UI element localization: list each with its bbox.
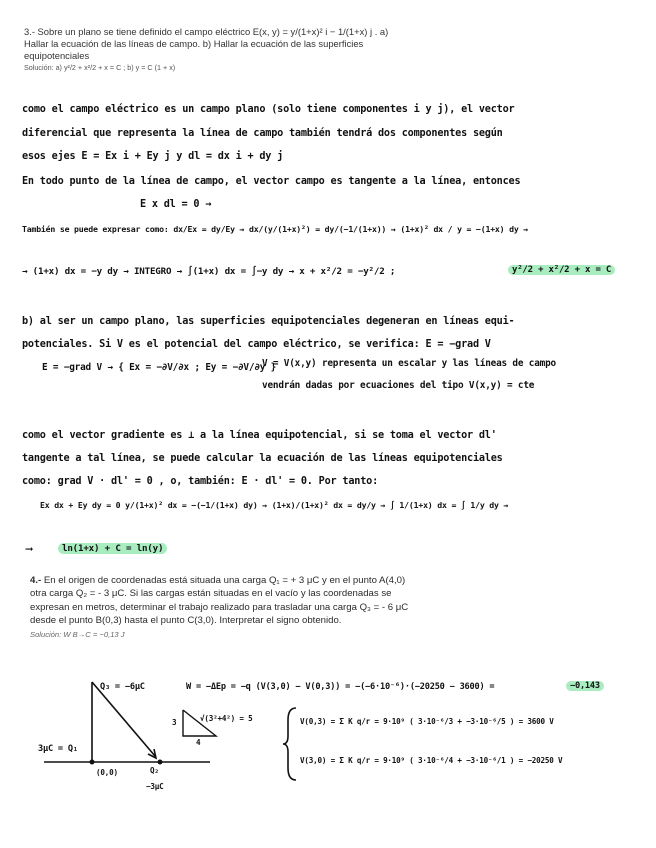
problem-3-line-3: equipotenciales: [24, 50, 90, 61]
hw-a-line-7: → (1+x) dx = −y dy → INTEGRO → ∫(1+x) dx = ∫−y dy → x + x²/2 = −y²/2 ;: [22, 266, 396, 277]
triangle-side-label: 3: [172, 718, 177, 727]
triangle-base-label: 4: [196, 738, 201, 747]
result-a-highlight: y²/2 + x²/2 + x = C: [508, 265, 615, 275]
work-equation: W = −ΔEp = −q (V(3,0) − V(0,3)) = −(−6·10⁻⁶)·(−20250 − 3600) =: [186, 682, 495, 692]
hw-b-line-4: V = V(x,y) representa un escalar y las líneas de campo: [262, 358, 556, 369]
charge-diagram: [0, 670, 330, 840]
hw-a-line-4: En todo punto de la línea de campo, el vector campo es tangente a la línea, entonces: [22, 176, 521, 187]
q1-dot: [90, 760, 95, 765]
hw-a-line-2: diferencial que representa la línea de campo también tendrá dos componentes según: [22, 128, 503, 139]
arrow-result-b: ⟶: [26, 544, 32, 555]
v03-equation: V(0,3) = Σ K q/r = 9·10⁹ ( 3·10⁻⁶/3 + −3·10⁻⁶/5 ) = 3600 V: [300, 717, 554, 726]
hw-b-line-1: b) al ser un campo plano, las superficies equipotenciales degeneran en líneas equi-: [22, 316, 515, 327]
problem-4-text-2: otra carga Q₂ = - 3 μC. Si las cargas están situadas en el vacío y las coordenadas se: [30, 588, 392, 600]
result-b-highlight: ln(1+x) + C = ln(y): [58, 543, 167, 554]
problem-4-statement: [30, 574, 470, 641]
hw-b-line-9: Ex dx + Ey dy = 0 y/(1+x)² dx = −(−1/(1+x) dy) → (1+x)/(1+x)² dx = dy/y → ∫ 1/(1+x) dx = ∫ 1/y dy →: [40, 500, 509, 510]
path-b-to-c: [92, 682, 155, 756]
problem-3-solution: Solución: a) y²/2 + x²/2 + x = C ; b) y = C (1 + x): [24, 63, 176, 72]
hw-b-line-2: potenciales. Si V es el potencial del campo eléctrico, se verifica: E = −grad V: [22, 339, 491, 350]
hw-b-line-6: como el vector gradiente es ⊥ a la línea equipotencial, si se toma el vector dl': [22, 430, 497, 441]
hw-b-line-3: E = −grad V → { Ex = −∂V/∂x ; Ey = −∂V/∂y }: [42, 362, 277, 373]
q2-value: −3μC: [146, 782, 164, 791]
hw-b-line-5: vendrán dadas por ecuaciones del tipo V(x,y) = cte: [262, 380, 535, 391]
origin-label: (0,0): [96, 768, 118, 777]
problem-4-number: 4.-: [30, 575, 42, 586]
problem-4-text-4: desde el punto B(0,3) hasta el punto C(3,0). Interpretar el signo obtenido.: [30, 615, 342, 627]
brace-icon: [282, 706, 300, 782]
problem-4-line-1: [30, 574, 470, 587]
problem-4-solution: Solución: W B→C = −0,13 J: [30, 629, 125, 639]
hw-b-line-7: tangente a tal línea, se puede calcular la ecuación de las líneas equipotenciales: [22, 453, 503, 464]
hw-b-line-8: como: grad V · dl' = 0 , o, también: E · dl' = 0. Por tanto:: [22, 476, 379, 487]
hw-a-line-3: esos ejes E = Ex i + Ey j y dl = dx i + dy j: [22, 151, 284, 162]
v30-equation: V(3,0) = Σ K q/r = 9·10⁹ ( 3·10⁻⁶/4 + −3·10⁻⁶/1 ) = −20250 V: [300, 756, 563, 765]
q2-dot: [158, 760, 163, 765]
hw-a-line-6: También se puede expresar como: dx/Ex = dy/Ey → dx/(y/(1+x)²) = dy/(−1/(1+x)) → (1+x)² dx / y = −(1+x) dy →: [22, 224, 529, 234]
hw-a-line-1: como el campo eléctrico es un campo plano (solo tiene componentes i y j), el vector: [22, 104, 515, 115]
problem-4-text-1: En el origen de coordenadas está situada una carga Q₁ = + 3 μC y en el punto A(4,0): [43, 575, 406, 586]
q2-label: Q₂: [150, 766, 159, 775]
problem-3-line-2: Hallar la ecuación de las líneas de campo. b) Hallar la ecuación de las superficies: [24, 38, 364, 49]
problem-4-text-3: expresan en metros, determinar el trabajo realizado para trasladar una carga Q₃ = - 6 μC: [30, 601, 409, 613]
hw-a-line-5: E x dl = 0 →: [140, 199, 212, 210]
problem-3-line-1: 3.- Sobre un plano se tiene definido el campo eléctrico E(x, y) = y/(1+x)² i − 1/(1+x) j . a): [24, 26, 389, 37]
q3-label: Q₃ = −6μC: [100, 682, 145, 692]
problem-3-statement: [24, 26, 434, 74]
triangle-hyp-label: √(3²+4²) = 5: [200, 714, 253, 723]
q1-label: 3μC = Q₁: [38, 744, 78, 754]
work-result-highlight: −0,143: [566, 681, 604, 691]
